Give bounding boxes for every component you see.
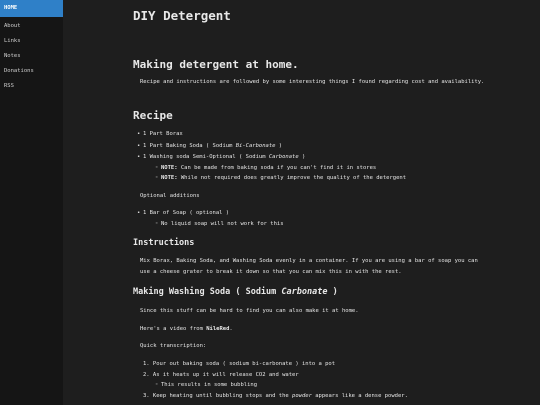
nav-donations[interactable]: Donations — [4, 68, 34, 74]
video-paragraph: Here's a video from NileRed. — [140, 326, 233, 332]
recipe-note-2: ◦ NOTE: While not required does greatly improve the quality of the detergent — [161, 174, 406, 182]
heading-washing-soda: Making Washing Soda ( Sodium Carbonate ) — [133, 287, 338, 297]
nilered-link[interactable]: NileRed — [206, 326, 230, 332]
recipe-note-1: ◦ NOTE: Can be made from baking soda if you can't find it in stores — [161, 164, 376, 172]
nav-notes[interactable]: Notes — [4, 53, 21, 59]
recipe-item-borax: • 1 Part Borax — [143, 130, 183, 138]
step-1: 1. Pour out baking soda ( sodium bi-carbonate ) into a pot — [143, 361, 336, 367]
nav-home[interactable]: HOME — [0, 0, 63, 17]
step-2: 2. As it heats up it will release CO2 and water — [143, 372, 299, 378]
heading-recipe: Recipe — [133, 109, 173, 122]
step-2-sub: ◦ This results in some bubbling — [161, 381, 257, 389]
recipe-item-baking-soda: • 1 Part Baking Soda ( Sodium Bi-Carbonate ) — [143, 142, 282, 150]
instructions-paragraph: Mix Borax, Baking Soda, and Washing Soda evenly in a container. If you are using a bar of soap you can use a cheese grater to break it down so that you can mix this in with the rest. — [140, 258, 478, 275]
step-3: 3. Keep heating until bubbling stops and the powder appears like a dense powder. — [143, 393, 408, 399]
page-title: DIY Detergent — [133, 8, 231, 23]
optional-sub-note: ◦ No liquid soap will not work for this — [161, 220, 284, 228]
washing-paragraph: Since this stuff can be hard to find you can also make it at home. — [140, 308, 359, 314]
recipe-item-washing-soda: • 1 Washing soda Semi-Optional ( Sodium Carbonate ) — [143, 153, 305, 161]
intro-paragraph: Recipe and instructions are followed by some interesting things I found regarding cost and availability. — [140, 79, 485, 85]
main-content — [133, 0, 533, 405]
heading-instructions: Instructions — [133, 238, 195, 248]
nav-rss[interactable]: RSS — [4, 83, 14, 89]
optional-heading: Optional additions — [140, 193, 200, 199]
heading-making-detergent: Making detergent at home. — [133, 58, 299, 71]
nav-links[interactable]: Links — [4, 38, 21, 44]
optional-item-soap: • 1 Bar of Soap ( optional ) — [143, 209, 229, 217]
quick-transcription-label: Quick transcription: — [140, 343, 207, 349]
nav-about[interactable]: About — [4, 23, 21, 29]
sidebar — [0, 0, 63, 405]
